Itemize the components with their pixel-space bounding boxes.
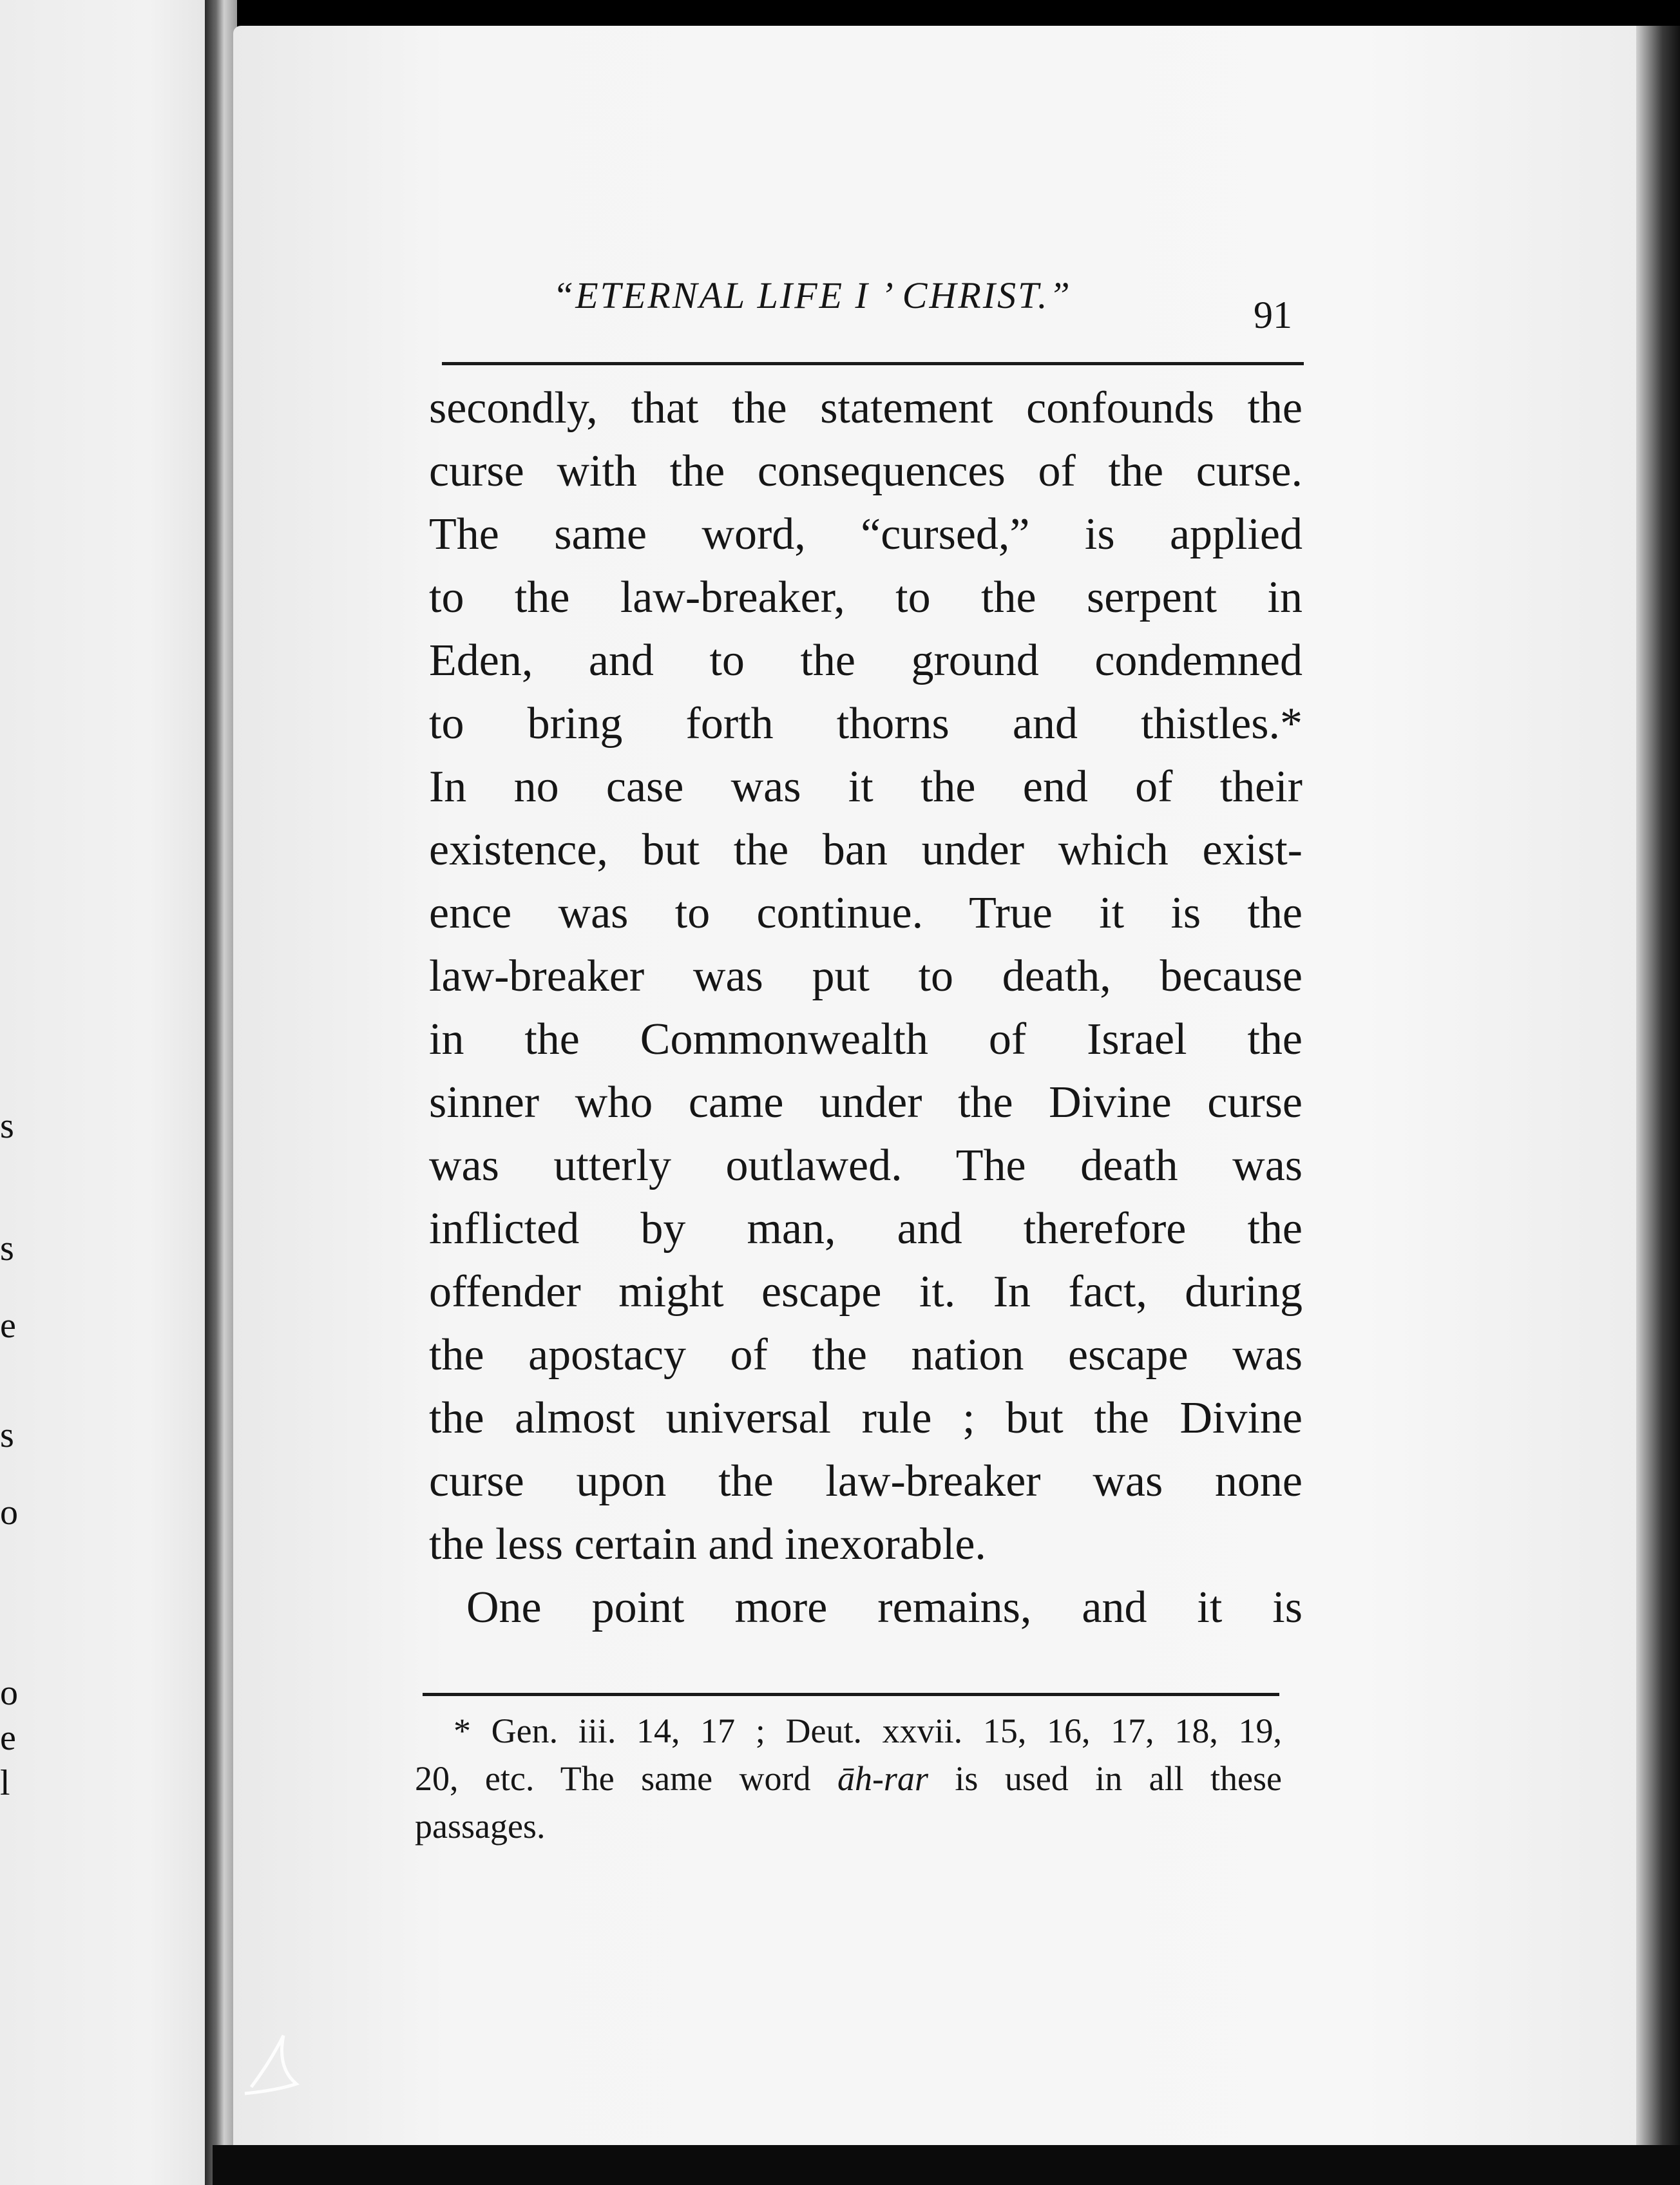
page-edge-shadow bbox=[1636, 26, 1680, 2185]
text-line: offender might escape it. In fact, during bbox=[429, 1267, 1303, 1317]
edge-mark: l bbox=[0, 1763, 10, 1803]
running-title: “ETERNAL LIFE I ’ CHRIST.” bbox=[553, 274, 1072, 316]
text-line: The same word, “cursed,” is applied bbox=[429, 510, 1303, 559]
text-line: curse with the consequences of the curse. bbox=[429, 446, 1303, 496]
left-page bbox=[0, 0, 213, 2185]
text-line: to the law-breaker, to the serpent in bbox=[429, 573, 1303, 622]
pencil-mark bbox=[232, 2023, 309, 2100]
footnote-text: 20, etc. The same word bbox=[415, 1759, 837, 1798]
hebrew-word: āh-rar bbox=[837, 1759, 928, 1798]
footnote bbox=[415, 1707, 1282, 1850]
text-line: law-breaker was put to death, because bbox=[429, 951, 1303, 1001]
edge-mark: s bbox=[0, 1106, 14, 1146]
text-line: the almost universal rule ; but the Divine bbox=[429, 1393, 1303, 1443]
book-gutter bbox=[205, 0, 237, 2185]
text-line: inflicted by man, and therefore the bbox=[429, 1204, 1303, 1254]
edge-mark: o bbox=[0, 1673, 18, 1713]
text-line: in the Commonwealth of Israel the bbox=[429, 1015, 1303, 1064]
footnote-line: passages. bbox=[415, 1807, 546, 1846]
text-line: curse upon the law-breaker was none bbox=[429, 1456, 1303, 1506]
text-line: the less certain and inexorable. bbox=[429, 1520, 986, 1569]
text-line: secondly, that the statement confounds the bbox=[429, 383, 1303, 433]
text-line: existence, but the ban under which exist- bbox=[429, 825, 1303, 875]
edge-mark: s bbox=[0, 1228, 14, 1268]
footnote-line bbox=[415, 1755, 1282, 1802]
edge-mark: e bbox=[0, 1718, 16, 1758]
text-line: the apostacy of the nation escape was bbox=[429, 1330, 1303, 1380]
text-line: In no case was it the end of their bbox=[429, 762, 1303, 812]
page-number: 91 bbox=[1254, 294, 1292, 336]
text-line: One point more remains, and it is bbox=[466, 1583, 1303, 1632]
bottom-shadow bbox=[213, 2145, 1680, 2185]
text-line: sinner who came under the Divine curse bbox=[429, 1078, 1303, 1127]
footnote-line: * Gen. iii. 14, 17 ; Deut. xxvii. 15, 16, 17, 18, 19, bbox=[453, 1712, 1282, 1750]
text-line: to bring forth thorns and thistles.* bbox=[429, 699, 1303, 749]
footnote-text: is used in all these bbox=[928, 1759, 1282, 1798]
body-text bbox=[429, 377, 1303, 1639]
header-rule bbox=[442, 362, 1304, 365]
edge-mark: s bbox=[0, 1415, 14, 1455]
footnote-rule bbox=[423, 1693, 1279, 1696]
text-line: was utterly outlawed. The death was bbox=[429, 1141, 1303, 1190]
edge-mark: o bbox=[0, 1493, 18, 1532]
text-line: Eden, and to the ground condemned bbox=[429, 636, 1303, 685]
text-line: ence was to continue. True it is the bbox=[429, 888, 1303, 938]
edge-mark: e bbox=[0, 1306, 16, 1346]
